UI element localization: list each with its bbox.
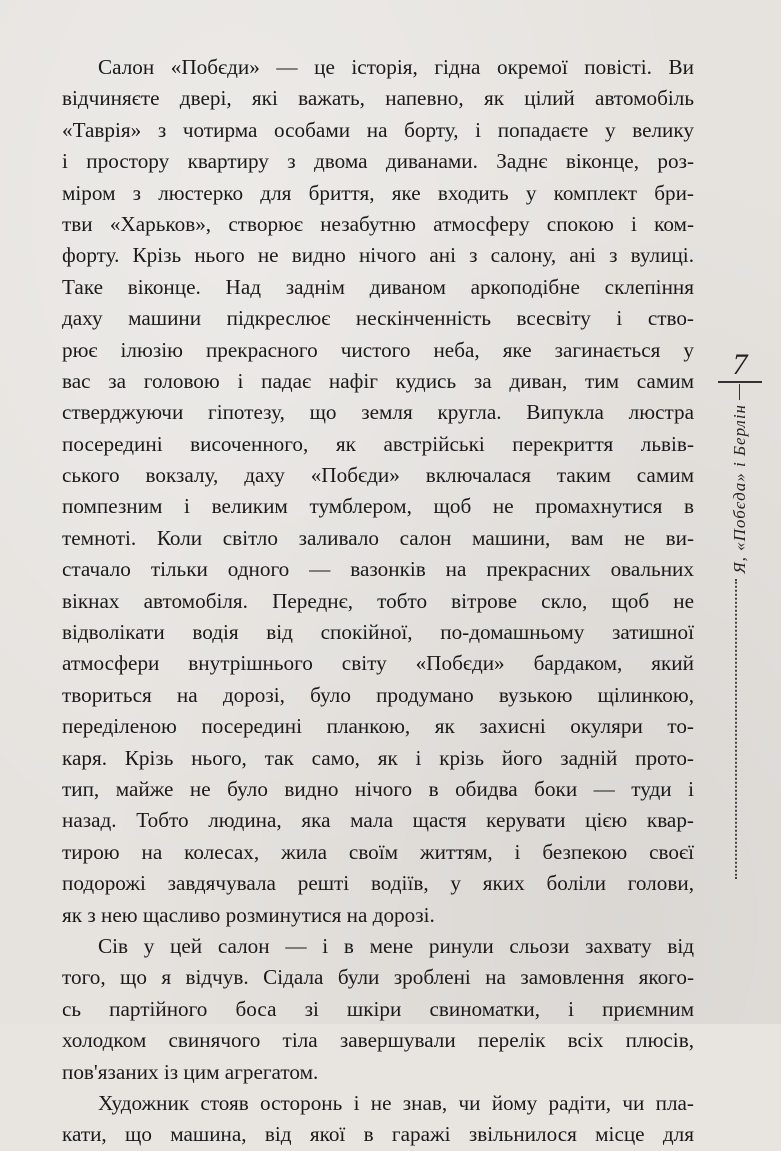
paragraph-3	[62, 1088, 694, 1151]
text-line: ського вокзалу, даху «Побєди» включалася таким самим	[62, 463, 694, 488]
text-line: подорожі завдячувала решті водіїв, у яких боліли голови,	[62, 871, 694, 896]
text-line: пов'язаних із цим агрегатом.	[62, 1059, 319, 1084]
text-line: темноті. Коли світло заливало салон машини, вам не ви-	[62, 525, 694, 550]
text-line: вас за головою і падає нафіг кудись за диван, тим самим	[62, 368, 694, 393]
text-line: того, що я відчув. Сідала були зроблені на замовлення якого-	[62, 965, 694, 990]
text-line: переділеною посередині планкою, як захисні окуляри то-	[62, 714, 694, 739]
dotted-leader	[735, 579, 737, 879]
body-text	[62, 52, 694, 1151]
text-line: відчиняєте двері, які важать, напевно, як цілий автомобіль	[62, 86, 694, 111]
paragraph-1	[62, 52, 694, 931]
text-line: Сів у цей салон — і в мене ринули сльози захвату від	[98, 933, 694, 958]
running-title-text	[730, 404, 750, 879]
text-line: відволікати водія від спокійної, по-домашньому затишної	[62, 620, 694, 645]
text-line: міром з люстерко для бриття, яке входить у комплект бри-	[62, 180, 694, 205]
text-line: Таке віконце. Над заднім диваном аркоподібне склепіння	[62, 274, 694, 299]
text-line: твориться на дорозі, було продумано вузькою щілинкою,	[62, 682, 694, 707]
text-line: сь партійного боса зі шкіри свиноматки, і приємним	[62, 996, 694, 1021]
text-line: тирою на колесах, жила своїм життям, і безпекою своєї	[62, 839, 694, 864]
running-head	[712, 348, 768, 1024]
text-line: рює ілюзію прекрасного чистого неба, яке загинається у	[62, 337, 694, 362]
text-line: форту. Крізь нього не видно нічого ані з салону, ані з вулиці.	[62, 243, 694, 268]
text-line: тви «Харьков», створює незабутню атмосферу спокою і ком-	[62, 211, 694, 236]
text-line: і простору квартиру з двома диванами. Заднє віконце, роз-	[62, 149, 694, 174]
running-title-label: Я, «Побєда» і Берлін	[730, 404, 749, 574]
text-line: тип, майже не було видно нічого в обидва боки — туди і	[62, 776, 694, 801]
text-line: даху машини підкреслює нескінченність всесвіту і ство-	[62, 306, 694, 331]
text-line: Художник стояв осторонь і не знав, чи йому радіти, чи пла-	[98, 1090, 694, 1115]
text-line: назад. Тобто людина, яка мала щастя керувати цією квар-	[62, 808, 694, 833]
running-title	[720, 404, 760, 1014]
text-line: атмосфери внутрішнього світу «Побєди» бардаком, який	[62, 651, 694, 676]
text-line: помпезним і великим тумблером, щоб не промахнутися в	[62, 494, 694, 519]
text-line: як з нею щасливо розминутися на дорозі.	[62, 902, 435, 927]
text-line: холодком свинячого тіла завершували перелік всіх плюсів,	[62, 1028, 694, 1053]
page-number: 7	[732, 348, 748, 381]
paragraph-2	[62, 931, 694, 1088]
text-line: посередині височенного, як австрійські перекриття львів-	[62, 431, 694, 456]
text-line: Салон «Побєди» — це історія, гідна окремої повісті. Ви	[98, 55, 694, 79]
text-line: кати, що машина, від якої в гаражі звільнилося місце для	[62, 1122, 694, 1147]
header-rule	[718, 381, 762, 383]
text-line: стачало тільки одного — вазонків на прекрасних овальних	[62, 557, 694, 582]
header-rule-tick	[739, 384, 740, 400]
text-line: «Таврія» з чотирма особами на борту, і попадаєте у велику	[62, 117, 694, 142]
text-line: стверджуючи гіпотезу, що земля кругла. Випукла люстра	[62, 400, 694, 425]
text-line: каря. Крізь нього, так само, як і крізь його задній прото-	[62, 745, 694, 770]
text-line: вікнах автомобіля. Переднє, тобто вітрове скло, щоб не	[62, 588, 694, 613]
